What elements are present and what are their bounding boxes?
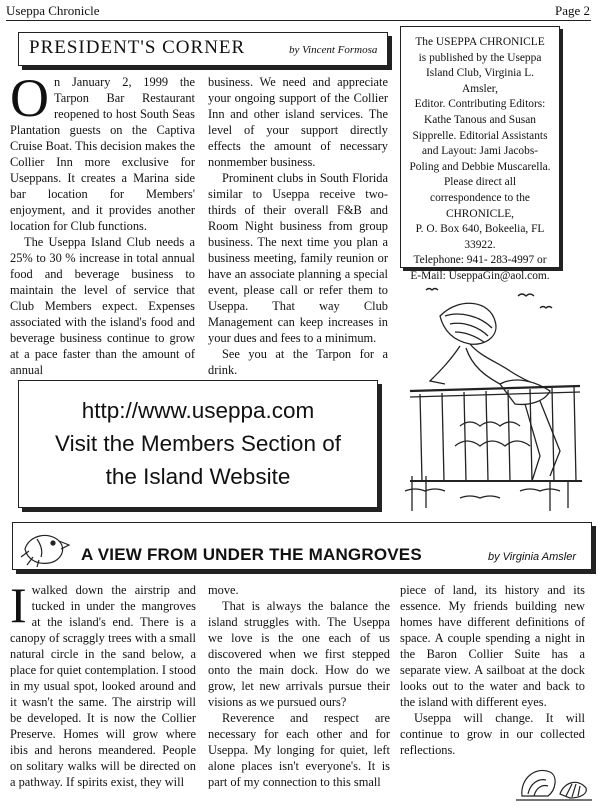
- mangroves-banner: [12, 522, 592, 570]
- drop-cap-o: O: [10, 68, 49, 128]
- masthead-line: Poling and Debbie Muscarella.: [409, 160, 551, 173]
- masthead-line: and Layout: Jami Jacobs-: [421, 145, 539, 158]
- mangroves-paragraph-4: Reverence and respect are necessary for each other and for Useppa. My longing for quiet, left alone places isn't everyone's. It is part of my connection to this small: [208, 711, 390, 789]
- presidents-corner-banner: [18, 32, 388, 66]
- masthead-zip: 33922.: [464, 238, 496, 251]
- masthead-line: The USEPPA CHRONICLE: [415, 36, 545, 48]
- mangroves-byline: by Virginia Amsler: [488, 551, 577, 563]
- mangroves-column-1: [10, 577, 196, 790]
- presidents-corner-byline: by Vincent Formosa: [289, 44, 378, 56]
- president-column-1: [10, 68, 195, 378]
- president-paragraph-1: On January 2, 1999 the Tarpon Bar Restaurant reopened to host South Seas Plantation guests on the Captiva Cruise Boat. This decision makes the Collier Inn more exclusive for Useppans. It creates a Marina side bar location for Members' enjoyment, and it provides another location for Club functions.: [10, 68, 195, 233]
- newsletter-name: Useppa Chronicle: [6, 3, 100, 18]
- masthead-email: E-Mail: UseppaGin@aol.com.: [410, 269, 550, 282]
- parrot-icon: [19, 527, 73, 567]
- seashell-illustration: [514, 758, 594, 802]
- website-promo-box: [18, 380, 378, 508]
- website-promo-line-2: the Island Website: [105, 464, 291, 489]
- mangroves-paragraph-3: That is always the balance the island struggles with. The Useppa we love is the one each of us discovered when we first stepped onto the main dock. How do we grow, let new arrivals pursue their visions as we pursued ours?: [208, 599, 390, 709]
- drop-cap-i: I: [10, 577, 27, 633]
- masthead-line: Kathe Tanous and Susan: [424, 113, 536, 126]
- mangroves-title: A VIEW FROM UNDER THE MANGROVES: [81, 545, 422, 564]
- presidents-corner-title: PRESIDENT'S CORNER: [29, 37, 246, 58]
- president-paragraph-2: The Useppa Island Club needs a 25% to 30 % increase in total annual food and beverage business to maintain the level of service that Club Members expect. Expenses associated with the island's food and beverage business continue to grow at a pace faster than the amount of annual: [10, 235, 195, 377]
- mangroves-paragraph-5: piece of land, its history and its essence. My friends building new homes have different definitions of space. A couple spending a night in the Baron Collier Suite has a separate view. A sailboat at the dock looks out to the water and back to the island with different eyes.: [400, 583, 585, 709]
- masthead-line: Editor. Contributing Editors:: [414, 98, 546, 111]
- mangroves-column-2: [208, 582, 390, 790]
- masthead-line: is published by the Useppa: [418, 51, 542, 64]
- president-paragraph-3: business. We need and appreciate your ongoing support of the Collier Inn and other island services. The level of your support directly effects the amount of necessary nonmember business.: [208, 75, 388, 169]
- website-url[interactable]: http://www.useppa.com: [81, 398, 315, 423]
- masthead-line: correspondence to the: [430, 191, 530, 204]
- masthead-telephone: Telephone: 941- 283-4997 or: [413, 254, 547, 267]
- president-signoff: See you at the Tarpon for a drink.: [208, 347, 388, 377]
- mangroves-paragraph-2: move.: [208, 583, 239, 597]
- masthead-box: [400, 26, 560, 282]
- masthead-line: Sipprelle. Editorial Assistants: [412, 129, 548, 142]
- dock-railing-illustration: [400, 276, 590, 516]
- masthead-line: Please direct all: [443, 176, 517, 189]
- header-rule: [6, 20, 591, 21]
- mangroves-paragraph-6: Useppa will change. It will continue to grow in our collected reflections.: [400, 711, 585, 757]
- website-promo-line-1: Visit the Members Section of: [55, 431, 341, 456]
- page-number: Page 2: [554, 3, 590, 18]
- masthead-address: P. O. Box 640, Bokeelia, FL: [415, 223, 545, 236]
- president-column-2: [208, 74, 388, 378]
- mangroves-paragraph-1: Iwalked down the airstrip and tucked in under the mangroves at the island's end. There is a canopy of scraggly trees with a small natural circle in the sand below, a place for quiet contemplation. I stood in my usual spot, looked around and it wasn't the same. The airstrip will be developed. It is now the Collier Preserve. Homes will grow where ibis and herons meandered. People on solitary walks will be directed on a pathway. If spirits exist, they will: [10, 577, 196, 789]
- mangroves-column-3: [400, 582, 585, 758]
- masthead-line: Island Club, Virginia L. Amsler,: [425, 67, 535, 95]
- president-paragraph-4: Prominent clubs in South Florida similar to Useppa receive two-thirds of their overall F&B and Room Night business from group business. The next time you plan a business meeting, family reunion or have an associate planning a special event, please call or refer them to Useppa. That way Club Management can keep increases in your dues and fees to a minimum.: [208, 171, 388, 345]
- masthead-line: CHRONICLE,: [445, 207, 515, 220]
